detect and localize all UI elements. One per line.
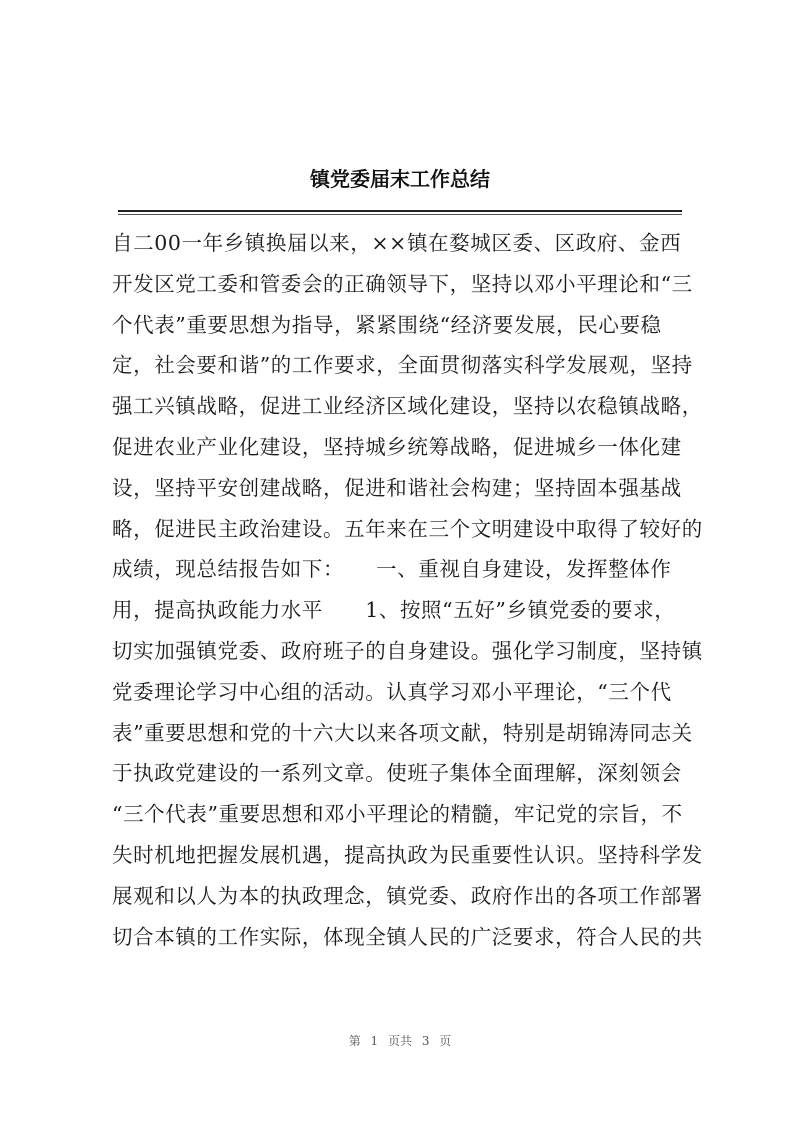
body-paragraph xyxy=(112,223,712,957)
text-line: 用，提高执政能力水平 1、按照“五好”乡镇党委的要求， xyxy=(112,598,676,623)
text-line: 自二00一年乡镇换届以来，××镇在婺城区委、区政府、金西 xyxy=(112,231,682,255)
text-line: 展观和以人为本的执政理念，镇党委、政府作出的各项工作部署 xyxy=(112,883,703,908)
text-line: 设，坚持平安创建战略，促进和谐社会构建；坚持固本强基战 xyxy=(112,475,682,500)
text-line: 失时机地把握发展机遇，提高执政为民重要性认识。坚持科学发 xyxy=(112,842,703,867)
text-line: 切实加强镇党委、政府班子的自身建设。强化学习制度，坚持镇 xyxy=(112,638,703,663)
title-divider-thick xyxy=(118,210,682,212)
text-line: 党委理论学习中心组的活动。认真学习邓小平理论，“三个代 xyxy=(112,679,672,704)
text-line: 个代表”重要思想为指导，紧紧围绕“经济要发展，民心要稳 xyxy=(112,312,662,337)
text-line: 切合本镇的工作实际，体现全镇人民的广泛要求，符合人民的共 xyxy=(112,924,703,949)
text-line: 于执政党建设的一系列文章。使班子集体全面理解，深刻领会 xyxy=(112,761,682,786)
page-footer: 第 1 页共 3 页 xyxy=(348,1034,452,1048)
text-line: 成绩，现总结报告如下： 一、重视自身建设，发挥整体作 xyxy=(112,557,672,582)
text-line: 促进农业产业化建设，坚持城乡统筹战略，促进城乡一体化建 xyxy=(112,434,682,459)
document-title: 镇党委届末工作总结 xyxy=(310,167,490,191)
title-divider-thin xyxy=(118,214,682,215)
text-line: 定，社会要和谐”的工作要求，全面贯彻落实科学发展观，坚持 xyxy=(112,353,693,378)
text-line: 略，促进民主政治建设。五年来在三个文明建设中取得了较好的 xyxy=(112,516,703,541)
text-line: 表”重要思想和党的十六大以来各项文献，特别是胡锦涛同志关 xyxy=(112,720,693,745)
text-line: 强工兴镇战略，促进工业经济区域化建设，坚持以农稳镇战略， xyxy=(112,394,703,419)
text-line: 开发区党工委和管委会的正确领导下，坚持以邓小平理论和“三 xyxy=(112,271,693,296)
text-line: “三个代表”重要思想和邓小平理论的精髓，牢记党的宗旨，不 xyxy=(112,802,683,827)
